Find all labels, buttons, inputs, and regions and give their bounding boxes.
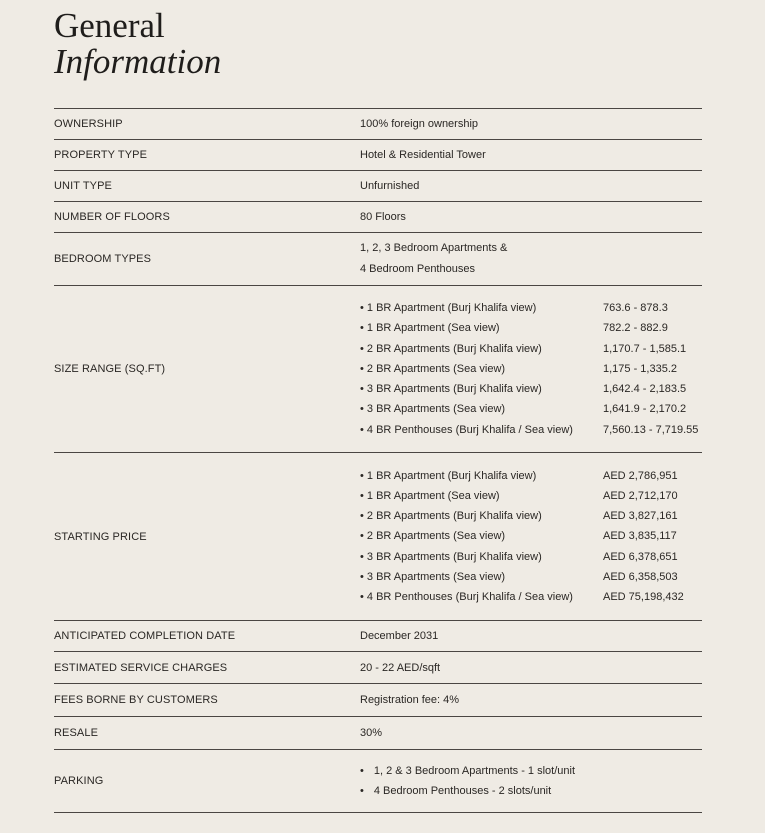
unit-name: • 3 BR Apartments (Burj Khalifa view) [360, 550, 542, 563]
unit-price: AED 2,786,951 [603, 469, 678, 482]
row-value: Unfurnished [360, 180, 420, 192]
parking-item: • 1, 2 & 3 Bedroom Apartments - 1 slot/unit [360, 761, 575, 781]
row-value [360, 233, 702, 285]
unit-name: • 2 BR Apartments (Sea view) [360, 362, 506, 375]
title-line-2: Information [54, 42, 222, 81]
unit-size: 782.2 - 882.9 [603, 322, 668, 335]
row-completion [54, 621, 702, 652]
row-label: FEES BORNE BY CUSTOMERS [54, 694, 218, 706]
unit-price: AED 2,712,170 [603, 489, 678, 502]
row-floors [54, 202, 702, 233]
unit-name: • 4 BR Penthouses (Burj Khalifa / Sea view) [360, 591, 573, 603]
row-label: OWNERSHIP [54, 118, 123, 130]
unit-size: 7,560.13 - 7,719.55 [603, 423, 699, 436]
row-value [360, 750, 702, 812]
row-service-charges [54, 652, 702, 684]
row-value: Hotel & Residential Tower [360, 149, 486, 161]
row-size-range [54, 286, 702, 453]
unit-size: 763.6 - 878.3 [603, 302, 668, 315]
row-value: 100% foreign ownership [360, 118, 479, 130]
row-fees [54, 684, 702, 717]
unit-name: • 1 BR Apartment (Sea view) [360, 322, 500, 335]
value-line: 4 Bedroom Penthouses [360, 263, 475, 275]
unit-price: AED 75,198,432 [603, 591, 684, 603]
row-label: UNIT TYPE [54, 180, 112, 192]
unit-size: 1,170.7 - 1,585.1 [603, 342, 687, 355]
unit-name: • 1 BR Apartment (Burj Khalifa view) [360, 302, 537, 315]
unit-name: • 3 BR Apartments (Sea view) [360, 570, 506, 583]
unit-size: 1,641.9 - 2,170.2 [603, 403, 687, 416]
row-label: PARKING [54, 775, 104, 787]
row-label: ESTIMATED SERVICE CHARGES [54, 661, 228, 674]
row-label: STARTING PRICE [54, 530, 147, 543]
unit-name: • 2 BR Apartments (Sea view) [360, 530, 506, 543]
row-resale [54, 717, 702, 750]
row-label: RESALE [54, 727, 99, 739]
row-label: BEDROOM TYPES [54, 253, 152, 265]
unit-name: • 4 BR Penthouses (Burj Khalifa / Sea view) [360, 423, 573, 436]
row-label: ANTICIPATED COMPLETION DATE [54, 630, 236, 642]
unit-price: AED 3,827,161 [603, 510, 678, 523]
unit-price: AED 6,378,651 [603, 550, 678, 563]
row-label: PROPERTY TYPE [54, 149, 148, 161]
row-parking [54, 750, 702, 813]
unit-name: • 3 BR Apartments (Sea view) [360, 403, 506, 416]
row-starting-price [54, 453, 702, 621]
parking-item: • 4 Bedroom Penthouses - 2 slots/unit [360, 781, 575, 801]
row-label: NUMBER OF FLOORS [54, 211, 170, 223]
unit-name: • 1 BR Apartment (Burj Khalifa view) [360, 469, 537, 482]
row-value: Registration fee: 4% [360, 694, 460, 706]
value-line: 1, 2, 3 Bedroom Apartments & [360, 242, 508, 254]
title-line-1: General [54, 6, 165, 45]
row-label: SIZE RANGE (SQ.FT) [54, 363, 166, 375]
unit-price: AED 6,358,503 [603, 570, 678, 583]
row-value: 30% [360, 727, 383, 739]
unit-size: 1,642.4 - 2,183.5 [603, 383, 687, 396]
unit-name: • 3 BR Apartments (Burj Khalifa view) [360, 383, 542, 396]
row-value [360, 286, 702, 452]
unit-name: • 2 BR Apartments (Burj Khalifa view) [360, 342, 542, 355]
unit-price: AED 3,835,117 [603, 530, 677, 543]
unit-size: 1,175 - 1,335.2 [603, 362, 678, 375]
row-unit-type [54, 171, 702, 202]
row-ownership [54, 109, 702, 140]
row-value: 80 Floors [360, 211, 406, 223]
row-bedroom-types [54, 233, 702, 286]
row-value: December 2031 [360, 630, 439, 642]
row-property-type [54, 140, 702, 171]
info-table [54, 108, 702, 813]
unit-name: • 2 BR Apartments (Burj Khalifa view) [360, 510, 542, 523]
unit-name: • 1 BR Apartment (Sea view) [360, 489, 500, 502]
page-title [54, 8, 221, 80]
row-value [360, 453, 702, 620]
row-value: 20 - 22 AED/sqft [360, 661, 441, 674]
